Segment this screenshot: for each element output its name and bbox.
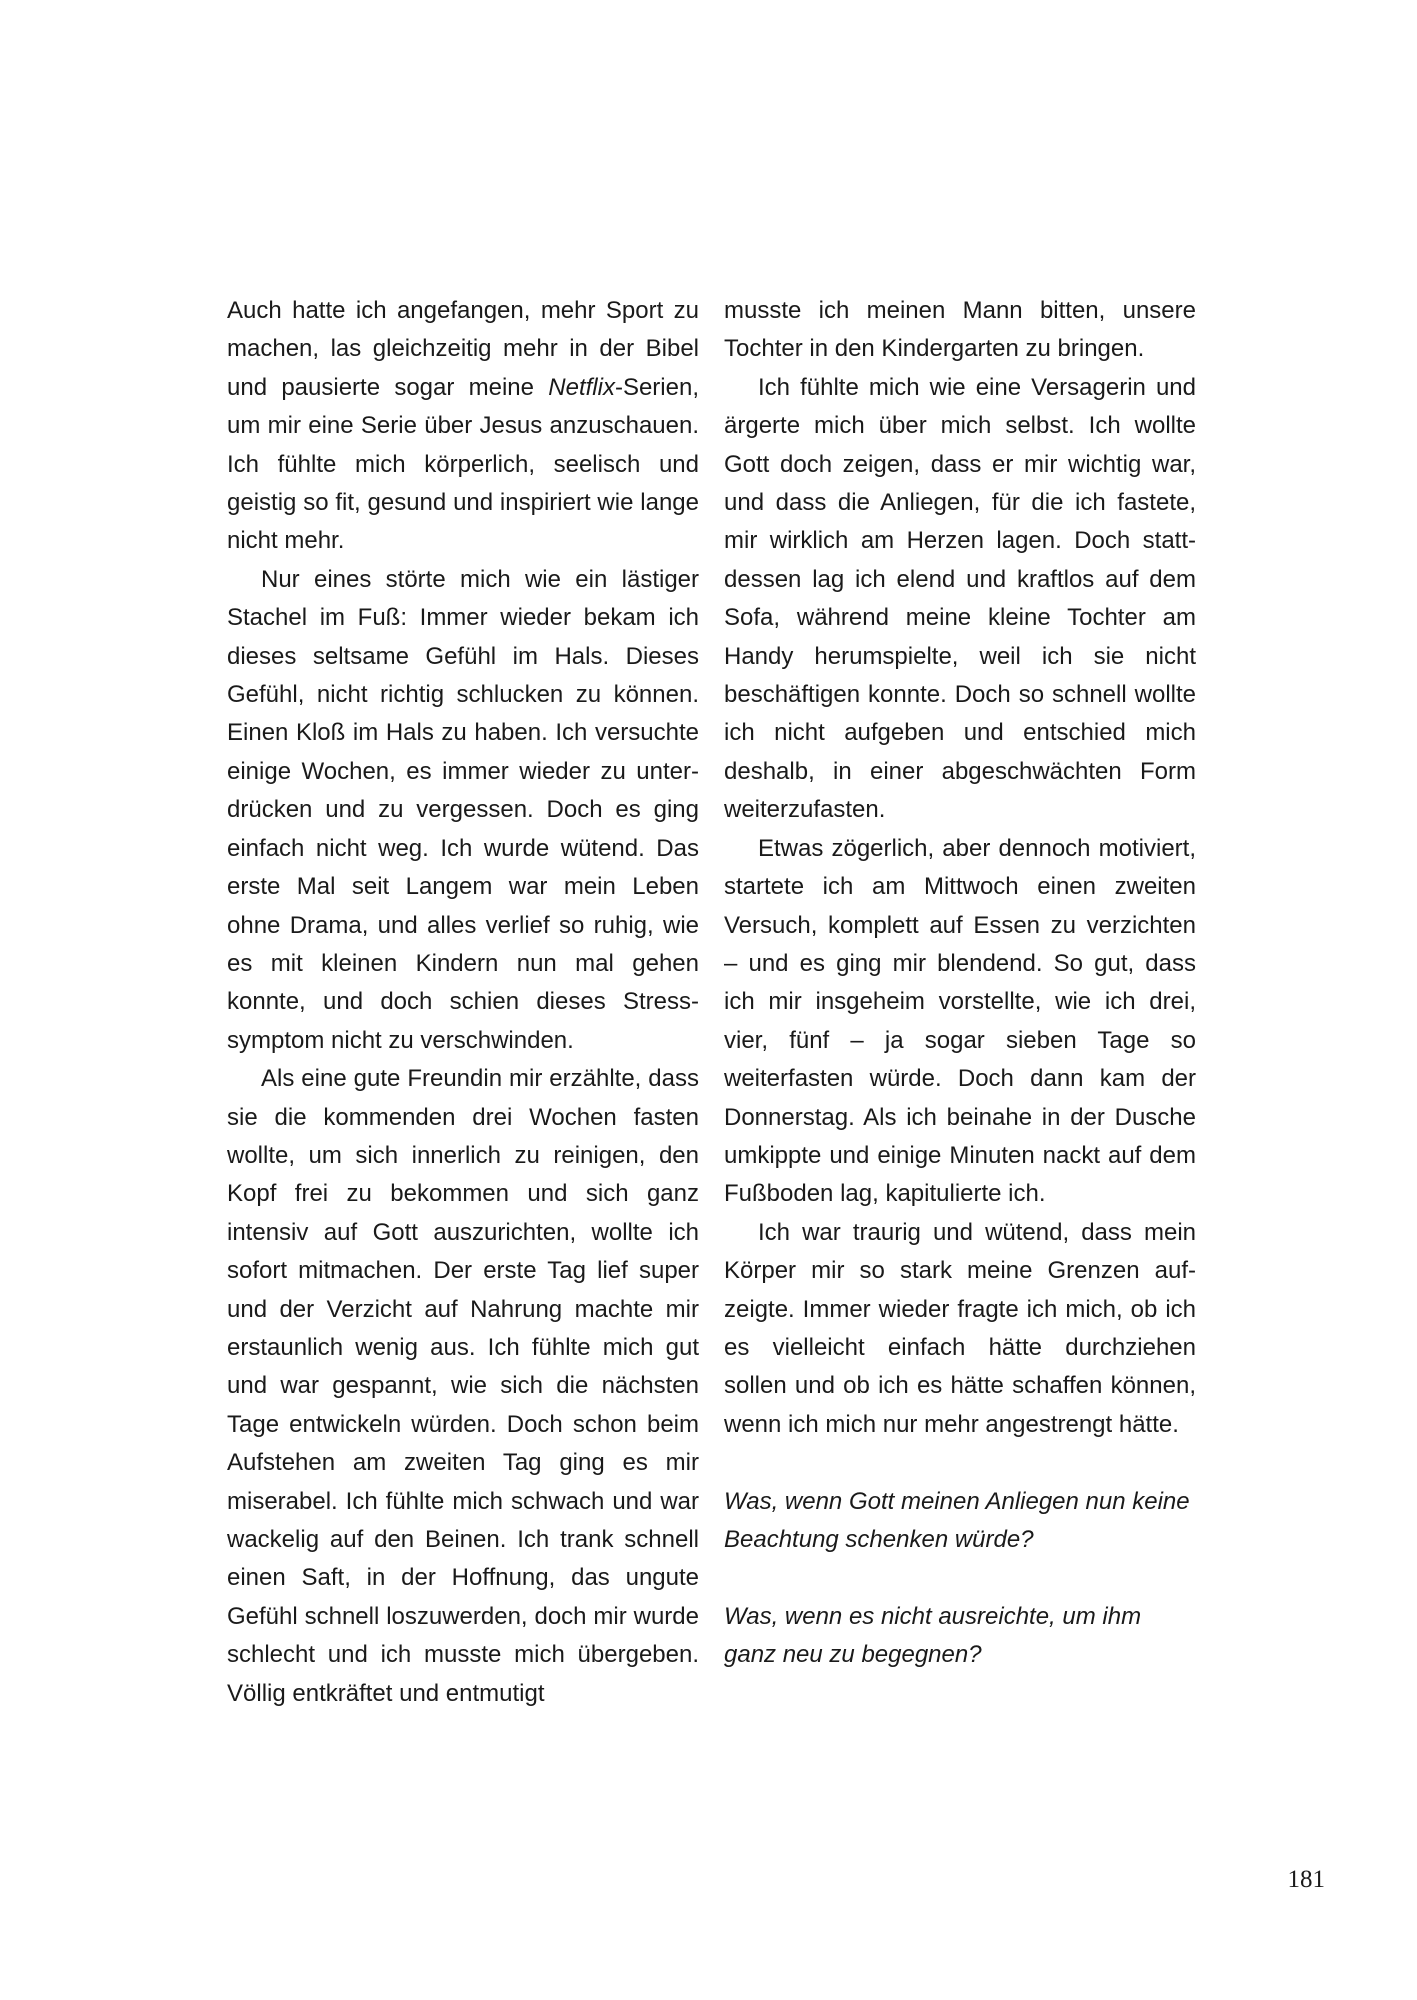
italic-question: Was, wenn Gott meinen Anliegen nun keine Beachtung schenken würde? <box>724 1487 1190 1553</box>
page-number: 181 <box>1287 1866 1325 1893</box>
paragraph-text: -Serien, um mir eine Serie über Jesus anzuschauen. Ich fühlte mich körperlich, seelisch und geistig so fit, gesund und inspiriert wie lange nicht mehr. <box>227 373 699 555</box>
italic-question: Was, wenn es nicht ausreichte, um ihm ganz neu zu begegnen? <box>724 1602 1142 1669</box>
paragraph: Nur eines störte mich wie ein lästiger Stachel im Fuß: Immer wieder bekam ich dieses seltsame Gefühl im Hals. Dieses Gefühl, nicht richtig schlucken zu können. Einen Kloß im Hals zu haben. Ich versuchte einige Wochen, es immer wieder zu unterdrücken und zu vergessen. Doch es ging einfach nicht weg. Ich wurde wütend. Das erste Mal seit Langem war mein Leben ohne Drama, und alles verlief so ruhig, wie es mit kleinen Kindern nun mal gehen konnte, und doch schien dieses Stresssymptom nicht zu verschwinden. <box>227 565 699 1054</box>
paragraph: Als eine gute Freundin mir erzählte, dass sie die kommenden drei Wochen fasten wollte, um sich innerlich zu reinigen, den Kopf frei zu bekommen und sich ganz intensiv auf Gott auszurichten, wollte ich sofort mitmachen. Der erste Tag lief super und der Verzicht auf Nahrung machte mir erstaunlich wenig aus. Ich fühlte mich gut und war gespannt, wie sich die nächsten Tage entwickeln würden. Doch schon beim Aufstehen am zweiten Tag ging es mir miserabel. Ich fühlte mich schwach und war wackelig auf den Beinen. Ich trank schnell einen Saft, in der Hoffnung, das ungute Gefühl schnell loszuwerden, doch mir wurde schlecht und ich musste mich übergeben. Völlig entkräftet und entmutigt <box>227 1065 699 1707</box>
paragraph: musste ich meinen Mann bitten, unsere Tochter in den Kindergarten zu bringen. <box>724 297 1196 363</box>
paragraph-text: Auch hatte ich angefangen, mehr Sport zu machen, las gleichzeitig mehr in der Bibel und pausierte sogar meine <box>227 297 699 401</box>
emphasis-netflix: Netflix <box>548 373 615 401</box>
paragraph: Etwas zögerlich, aber dennoch motiviert, startete ich am Mittwoch einen zweiten Versuch, komplett auf Essen zu verzichten – und es ging mir blendend. So gut, dass ich mir insgeheim vorstellte, wie ich drei, vier, fünf – ja sogar sieben Tage so weiterfasten würde. Doch dann kam der Donnerstag. Als ich beinahe in der Dusche umkippte und einige Minuten nackt auf dem Fußboden lag, kapitulierte ich. <box>724 834 1196 1208</box>
paragraph: Ich war traurig und wütend, dass mein Körper mir so stark meine Grenzen aufzeigte. Immer wieder fragte ich mich, ob ich es vielleicht einfach hätte durchziehen sollen und ob ich es hätte schaffen können, wenn ich mich nur mehr angestrengt hätte. <box>724 1218 1196 1438</box>
paragraph: Ich fühlte mich wie eine Versagerin und ärgerte mich über mich selbst. Ich wollte Gott doch zeigen, dass er mir wichtig war, und dass die Anliegen, für die ich fastete, mir wirklich am Herzen lagen. Doch stattdessen lag ich elend und kraftlos auf dem Sofa, während meine kleine Tochter am Handy herumspielte, weil ich sie nicht beschäftigen konnte. Doch so schnell wollte ich nicht aufgeben und entschied mich deshalb, in einer abgeschwächten Form weiterzufasten. <box>724 373 1196 824</box>
right-text-column <box>724 292 1196 1675</box>
left-text-column <box>227 292 699 1713</box>
paragraph <box>227 292 699 561</box>
